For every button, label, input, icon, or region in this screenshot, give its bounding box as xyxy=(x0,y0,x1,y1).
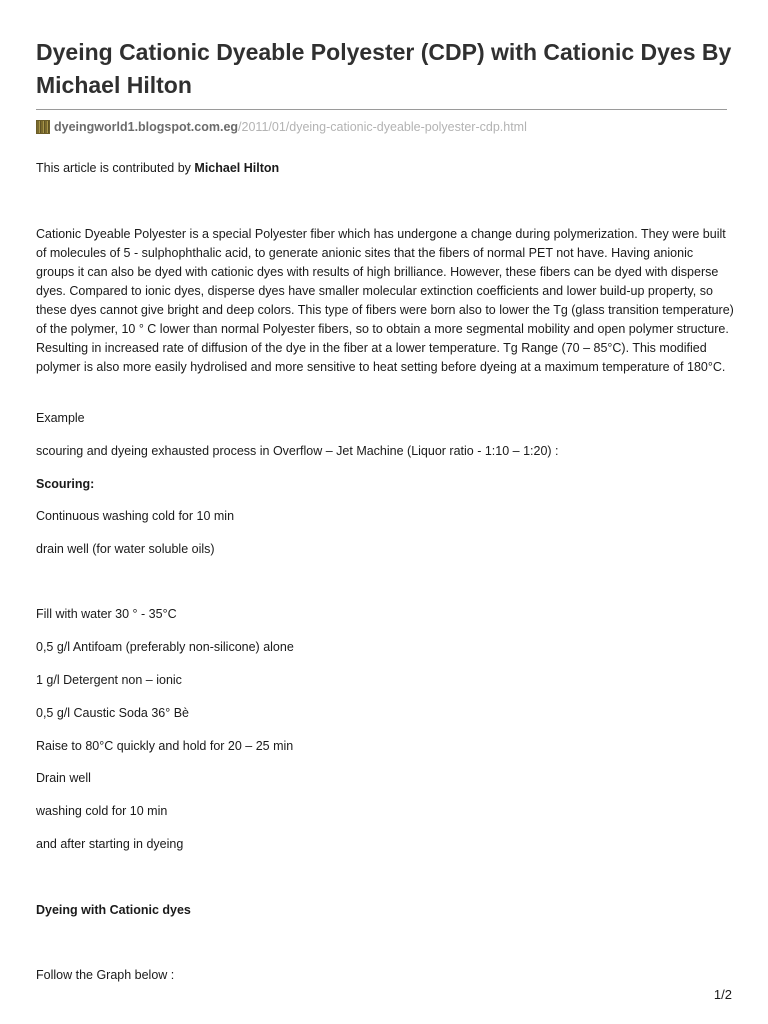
process-intro: scouring and dyeing exhausted process in Overflow – Jet Machine (Liquor ratio - 1:10 – 1:20) : xyxy=(36,444,559,458)
graph-intro: Follow the Graph below : xyxy=(36,968,175,982)
step-item: 0,5 g/l Caustic Soda 36° Bè xyxy=(36,706,190,720)
title-divider xyxy=(36,109,727,110)
page-number: 1/2 xyxy=(713,987,732,1002)
dyeing-heading: Dyeing with Cationic dyes xyxy=(36,903,191,917)
scouring-heading: Scouring: xyxy=(36,477,95,491)
source-line xyxy=(36,119,527,135)
step-item: Raise to 80°C quickly and hold for 20 – 25 min xyxy=(36,739,294,753)
step-item: washing cold for 10 min xyxy=(36,804,168,818)
step-item: and after starting in dyeing xyxy=(36,837,184,851)
step-item: 1 g/l Detergent non – ionic xyxy=(36,673,182,687)
example-label: Example xyxy=(36,411,85,425)
blog-favicon-icon xyxy=(36,120,50,134)
step-item: Continuous washing cold for 10 min xyxy=(36,509,235,523)
contributor-name: Michael Hilton xyxy=(194,161,280,175)
article-title: Dyeing Cationic Dyeable Polyester (CDP) with Cationic Dyes By Michael Hilton xyxy=(36,39,732,98)
step-item: drain well (for water soluble oils) xyxy=(36,542,215,556)
step-item: Fill with water 30 ° - 35°C xyxy=(36,607,177,621)
source-domain-link[interactable]: dyeingworld1.blogspot.com.eg xyxy=(54,120,239,134)
step-item: 0,5 g/l Antifoam (preferably non-silicone) alone xyxy=(36,640,294,654)
contributor-line xyxy=(36,159,736,178)
source-path-link[interactable]: /2011/01/dyeing-cationic-dyeable-polyester-cdp.html xyxy=(238,120,527,134)
contributor-prefix: This article is contributed by xyxy=(36,161,195,175)
step-item: Drain well xyxy=(36,771,91,785)
intro-paragraph: Cationic Dyeable Polyester is a special Polyester fiber which has undergone a change during polymerization. They were built of molecules of 5 - sulphophthalic acid, to generate anionic sites that the fibers of normal PET not have. Having anionic groups it can also be dyed with cationic dyes with results of high brilliance. However, these fibers can be dyed with disperse dyes. Compared to ionic dyes, disperse dyes have smaller molecular extinction coefficients and lower build-up property, so these dyes cannot give bright and deep colors. This type of fibers were born also to lower the Tg (glass transition temperature) of the polymer, 10 ° C lower than normal Polyester fibers, so to obtain a more segmental mobility and open polymer structure. Resulting in increased rate of diffusion of the dye in the fiber at a lower temperature. Tg Range (70 – 85°C). This modified polymer is also more easily hydrolised and more sensitive to heat setting before dyeing at a maximum temperature of 180°C. xyxy=(36,227,734,374)
